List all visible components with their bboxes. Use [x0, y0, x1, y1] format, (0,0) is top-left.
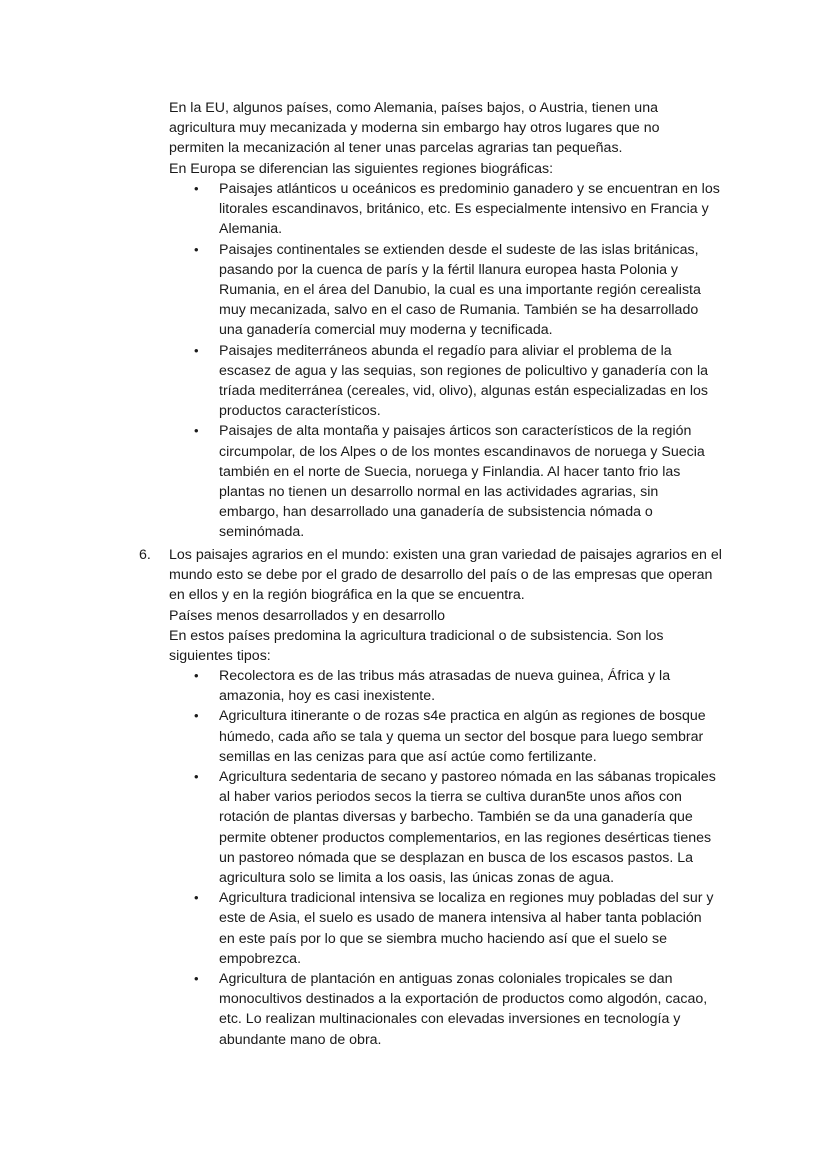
text-line: muy mecanizada, salvo en el caso de Rumania. También se ha desarrollado: [219, 302, 699, 319]
text-line: semillas en las cenizas para que así actúe como fertilizante.: [219, 748, 597, 765]
text-line: Agricultura de plantación en antiguas zonas coloniales tropicales se dan: [219, 971, 673, 988]
text-line: Los paisajes agrarios en el mundo: existen una gran variedad de paisajes agrarios en el: [169, 547, 722, 563]
text-line: este de Asia, el suelo es usado de manera intensiva al haber tanta población: [219, 910, 702, 927]
text-line: En Europa se diferencian las siguientes regiones biográficas:: [169, 160, 554, 177]
text-line: abundante mano de obra.: [219, 1031, 382, 1048]
text-line: escasez de agua y las sequias, son regiones de policultivo y ganadería con la: [219, 362, 708, 379]
list-item: [190, 666, 710, 706]
text-line: rotación de plantas diversas y barbecho. También se da una ganadería que: [219, 809, 693, 826]
section-6: [139, 545, 722, 666]
text-line: etc. Lo realizan multinacionales con elevadas inversiones en tecnología y: [219, 1011, 681, 1028]
bullet-icon: •: [194, 668, 199, 683]
text-line: amazonia, hoy es casi inexistente.: [219, 688, 436, 705]
agriculture-types-list: [190, 666, 716, 1050]
text-line: Paisajes mediterráneos abunda el regadío para aliviar el problema de la: [219, 342, 672, 359]
bullet-icon: •: [194, 241, 199, 257]
bullet-icon: •: [194, 708, 199, 724]
text-line: una ganadería comercial muy moderna y tecnificada.: [219, 322, 553, 339]
text-line: En estos países predomina la agricultura tradicional o de subsistencia. Son los: [169, 627, 664, 644]
text-line: monocultivos destinados a la exportación de productos como algodón, cacao,: [219, 991, 708, 1008]
text-line: Agricultura tradicional intensiva se localiza en regiones muy pobladas del sur y: [219, 890, 714, 907]
list-item: [190, 888, 714, 969]
text-line: húmedo, cada año se tala y quema un sector del bosque para luego sembrar: [219, 728, 704, 745]
list-item: [190, 179, 720, 240]
section-number: 6.: [139, 547, 151, 563]
text-line: permiten la mecanización al tener unas parcelas agrarias tan pequeñas.: [169, 140, 623, 157]
text-line: también en el norte de Suecia, noruega y Finlandia. Al hacer tanto frio las: [219, 463, 681, 480]
list-item: [190, 421, 710, 542]
text-line: siguientes tipos:: [169, 648, 271, 665]
text-line: al haber varios periodos secos la tierra se cultiva duran5te unos años con: [219, 789, 682, 806]
text-line: Agricultura itinerante o de rozas s4e practica en algún as regiones de bosque: [219, 708, 706, 725]
text-line: agricultura solo se limita a los oasis, las únicas zonas de agua.: [219, 870, 615, 887]
bullet-icon: •: [194, 890, 199, 906]
list-item: [190, 706, 710, 767]
text-line: pasando por la cuenca de parís y la fértil llanura europea hasta Polonia y: [219, 261, 679, 278]
text-line: circumpolar, de los Alpes o de los montes escandinavos de noruega y Suecia: [219, 443, 705, 460]
text-line: productos característicos.: [219, 403, 381, 420]
bullet-icon: •: [194, 423, 199, 439]
bullet-icon: •: [194, 971, 199, 987]
list-item: [190, 240, 710, 341]
europe-regions-list: [190, 179, 720, 543]
text-line: en este país por lo que se siembra mucho haciendo así que el suelo se: [219, 930, 667, 947]
text-line: Recolectora es de las tribus más atrasadas de nueva guinea, África y la: [219, 668, 671, 684]
subheading: Países menos desarrollados y en desarrollo: [169, 607, 446, 624]
text-line: agricultura muy mecanizada y moderna sin embargo hay otros lugares que no: [169, 120, 660, 137]
text-line: en ellos y en la región biográfica en la que se encuentra.: [169, 587, 525, 604]
text-line: un pastoreo nómada que se desplazan en busca de los escasos pastos. La: [219, 849, 694, 866]
bullet-icon: •: [194, 181, 199, 196]
text-line: En la EU, algunos países, como Alemania, países bajos, o Austria, tienen una: [169, 100, 658, 116]
text-line: permite obtener productos complementarios, en las regiones desérticas tienes: [219, 829, 712, 846]
list-item: [190, 969, 710, 1050]
text-line: mundo esto se debe por el grado de desarrollo del país o de las empresas que operan: [169, 567, 713, 584]
text-line: Paisajes continentales se extienden desde el sudeste de las islas británicas,: [219, 241, 699, 258]
text-line: litorales escandinavos, británico, etc. Es especialmente intensivo en Francia y: [219, 201, 709, 218]
list-item: [190, 767, 716, 888]
text-line: plantas no tienen un desarrollo normal en las actividades agrarias, sin: [219, 484, 659, 501]
text-line: tríada mediterránea (cereales, vid, olivo), algunas están especializadas en los: [219, 383, 708, 400]
section-6-text: [169, 545, 722, 666]
text-line: Agricultura sedentaria de secano y pastoreo nómada en las sábanas tropicales: [219, 769, 716, 786]
intro-paragraph: [169, 98, 714, 179]
text-line: embargo, han desarrollado una ganadería de subsistencia nómada o: [219, 504, 653, 521]
text-line: Paisajes de alta montaña y paisajes árticos son característicos de la región: [219, 423, 692, 440]
list-item: [190, 341, 710, 422]
text-line: Rumania, en el área del Danubio, la cual es una importante región cerealista: [219, 282, 701, 299]
bullet-icon: •: [194, 342, 199, 358]
text-line: empobrezca.: [219, 950, 302, 967]
text-line: seminómada.: [219, 524, 305, 541]
text-line: Paisajes atlánticos u oceánicos es predominio ganadero y se encuentran en los: [219, 181, 720, 197]
text-line: Alemania.: [219, 221, 283, 238]
bullet-icon: •: [194, 769, 199, 785]
